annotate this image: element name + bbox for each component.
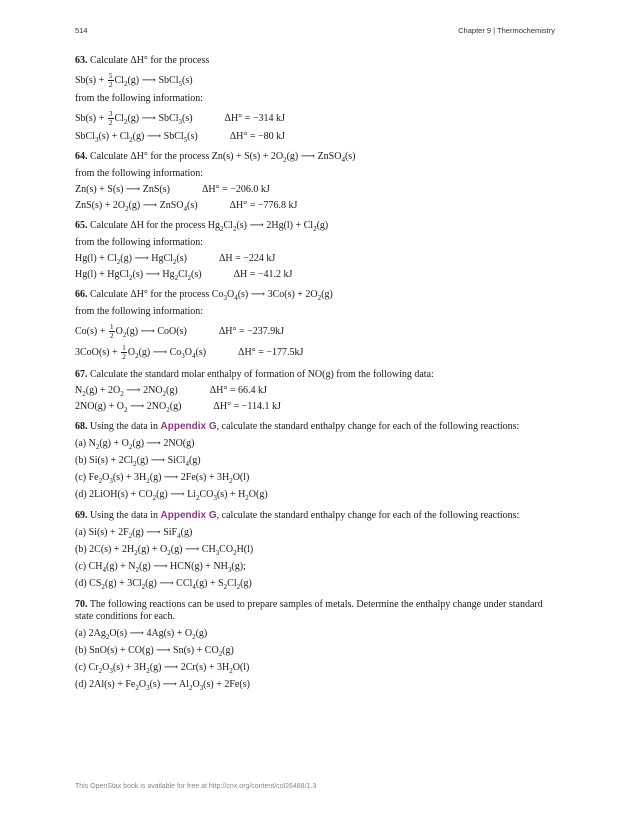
problem-text-cont: , calculate the standard enthalpy change for each of the following reactions: <box>216 421 520 432</box>
reaction-b: (b) $Si(s) + 2Cl_2(g)$ ⟶ SiCl$_4$(g) <box>75 455 201 468</box>
reaction-d: (d) 2LiOH(s) + $CO_2(g)$ ⟶ $Li_2CO_3(s) + H_2O(g)$ <box>75 489 268 502</box>
problem-64 <box>75 151 555 163</box>
problem-number: 64. <box>75 151 88 162</box>
reaction-c: (c) $Fe_2O_3(s) + 3H_2(g)$ ⟶ $2Fe(s) + 3H_2O(l)$ <box>75 472 250 485</box>
problem-text-cont: , calculate the standard enthalpy change for each of the following reactions: <box>216 510 520 521</box>
problem-number: 67. <box>75 369 88 380</box>
problem-66 <box>75 289 555 301</box>
given-reaction: $2NO(g) + O_2$ ⟶ $2NO_2(g) \Delta H^\circ = -114.1$ kJ <box>75 401 281 414</box>
reaction-a: (a) $Si(s) + 2F_2(g)$ ⟶ SiF$_4$(g) <box>75 527 193 540</box>
given-reaction: Zn(s) + S(s) ⟶ ZnS(s) ΔH° = −206.0 kJ <box>75 184 270 195</box>
reaction-b: (b) $2C(s) + 2H_2(g) + O_2(g)$ ⟶ $CH_3CO_2H(l)$ <box>75 544 254 557</box>
given-reaction: $N_2(g) + 2O_2$ ⟶ $2NO_2(g) \Delta H^\circ = 66.4$ kJ <box>75 385 267 398</box>
problem-68 <box>75 421 555 433</box>
from-info-label: from the following information: <box>75 237 204 248</box>
problem-text: Using the data in <box>90 510 159 521</box>
given-reaction: SbCl$_3$(s) + $Cl_2(g)$ ⟶ SbCl$_5$(s) ΔH° = −80 kJ <box>75 131 286 144</box>
problem-69 <box>75 510 555 522</box>
enthalpy-value: ΔH° = −206.0 kJ <box>201 184 270 195</box>
enthalpy-value: ΔH° = −237.9kJ <box>218 325 285 337</box>
exercise-list <box>75 55 555 696</box>
problem-text: Calculate ΔH° for the process $Co_3O_4(s)$ ⟶ $3Co(s) + 2O_2(g)$ <box>90 289 333 302</box>
enthalpy-value: ΔH° = −177.5kJ <box>238 346 304 358</box>
target-reaction: Sb(s) + $\frac{5}{2}$ $Cl_2(g)$ ⟶ SbCl$_5$(s) <box>75 71 193 89</box>
reaction-c: (c) $CH_4(g) + N_2(g)$ ⟶ $HCN(g) + NH_3(g)$; <box>75 561 246 574</box>
problem-number: 69. <box>75 510 88 521</box>
enthalpy-value: ΔH° = −80 kJ <box>229 131 286 142</box>
given-reaction: $ZnS(s) + 2O_2(g)$ ⟶ ZnSO$_4$(s) ΔH° = −776.8 kJ <box>75 200 298 213</box>
from-info-label: from the following information: <box>75 168 204 179</box>
given-reaction: Co(s) + $\frac{1}{2}$ $O_2(g)$ ⟶ CoO(s) ΔH° = −237.9kJ <box>75 322 285 340</box>
problem-text: Calculate ΔH° for the process <box>90 55 210 66</box>
given-reaction: Hg(l) + HgCl$_2$(s) ⟶ $Hg_2Cl_2(s) \Delta H = -41.2$ kJ <box>75 269 293 282</box>
problem-text: Calculate ΔH° for the process $Zn(s) + S(s) + 2O_2(g)$ ⟶ ZnSO$_4$(s) <box>90 151 356 164</box>
page-number: 514 <box>75 26 88 35</box>
reaction-c: (c) $Cr_2O_3(s) + 3H_2(g)$ ⟶ $2Cr(s) + 3H_2O(l)$ <box>75 662 250 675</box>
enthalpy-value: ΔH = −41.2 kJ <box>233 269 293 280</box>
reaction-d: (d) $2Al(s) + Fe_2O_3(s)$ ⟶ $Al_2O_3(s) + 2Fe(s)$ <box>75 679 250 692</box>
problem-70 <box>75 599 555 623</box>
reaction-a: (a) $N_2(g) + O_2(g)$ ⟶ 2NO(g) <box>75 438 195 451</box>
problem-65 <box>75 220 555 232</box>
problem-63 <box>75 55 555 67</box>
problem-number: 70. <box>75 599 88 610</box>
enthalpy-value: ΔH° = 66.4 kJ <box>209 385 267 396</box>
problem-number: 66. <box>75 289 88 300</box>
problem-number: 65. <box>75 220 88 231</box>
problem-text: Using the data in <box>90 421 159 432</box>
problem-text: Calculate the standard molar enthalpy of formation of NO(g) from the following data: <box>90 369 434 380</box>
reaction-b: (b) SnO(s) + CO(g) ⟶ $Sn(s) + CO_2(g)$ <box>75 645 234 658</box>
given-reaction: $Hg(l) + Cl_2(g)$ ⟶ HgCl$_2$(s) ΔH = −224 kJ <box>75 253 276 266</box>
from-info-label: from the following information: <box>75 306 204 317</box>
problem-67 <box>75 369 555 381</box>
given-reaction: 3CoO(s) + $\frac{1}{2}$ $O_2(g)$ ⟶ $Co_3O_4(s) \Delta H^\circ = -177.5kJ$ <box>75 343 304 361</box>
enthalpy-value: ΔH° = −776.8 kJ <box>229 200 298 211</box>
from-info-label: from the following information: <box>75 93 204 104</box>
enthalpy-value: ΔH° = −314 kJ <box>224 112 285 124</box>
reaction-d: (d) $CS_2(g) + 3Cl_2(g)$ ⟶ $CCl_4(g) + S_2Cl_2(g)$ <box>75 578 252 591</box>
problem-text: Calculate ΔH for the process $Hg_2Cl_2(s)$ ⟶ $2Hg(l) + Cl_2(g)$ <box>90 220 329 233</box>
appendix-g-link[interactable]: Appendix G <box>160 510 217 521</box>
page-footer: This OpenStax book is available for free at http://cnx.org/content/col26488/1.3 <box>75 783 317 790</box>
enthalpy-value: ΔH = −224 kJ <box>218 253 276 264</box>
problem-number: 63. <box>75 55 88 66</box>
problem-text: The following reactions can be used to prepare samples of metals. Determine the enthalpy change under standard state conditions for each. <box>75 599 543 622</box>
given-reaction: Sb(s) + $\frac{3}{2}$ $Cl_2(g)$ ⟶ SbCl$_3$(s) ΔH° = −314 kJ <box>75 109 285 127</box>
reaction-a: (a) $2Ag_2O(s)$ ⟶ $4Ag(s) + O_2(g)$ <box>75 628 208 641</box>
chapter-header: Chapter 9 | Thermochemistry <box>458 26 555 35</box>
enthalpy-value: ΔH° = −114.1 kJ <box>213 401 281 412</box>
problem-number: 68. <box>75 421 88 432</box>
appendix-g-link[interactable]: Appendix G <box>160 421 217 432</box>
